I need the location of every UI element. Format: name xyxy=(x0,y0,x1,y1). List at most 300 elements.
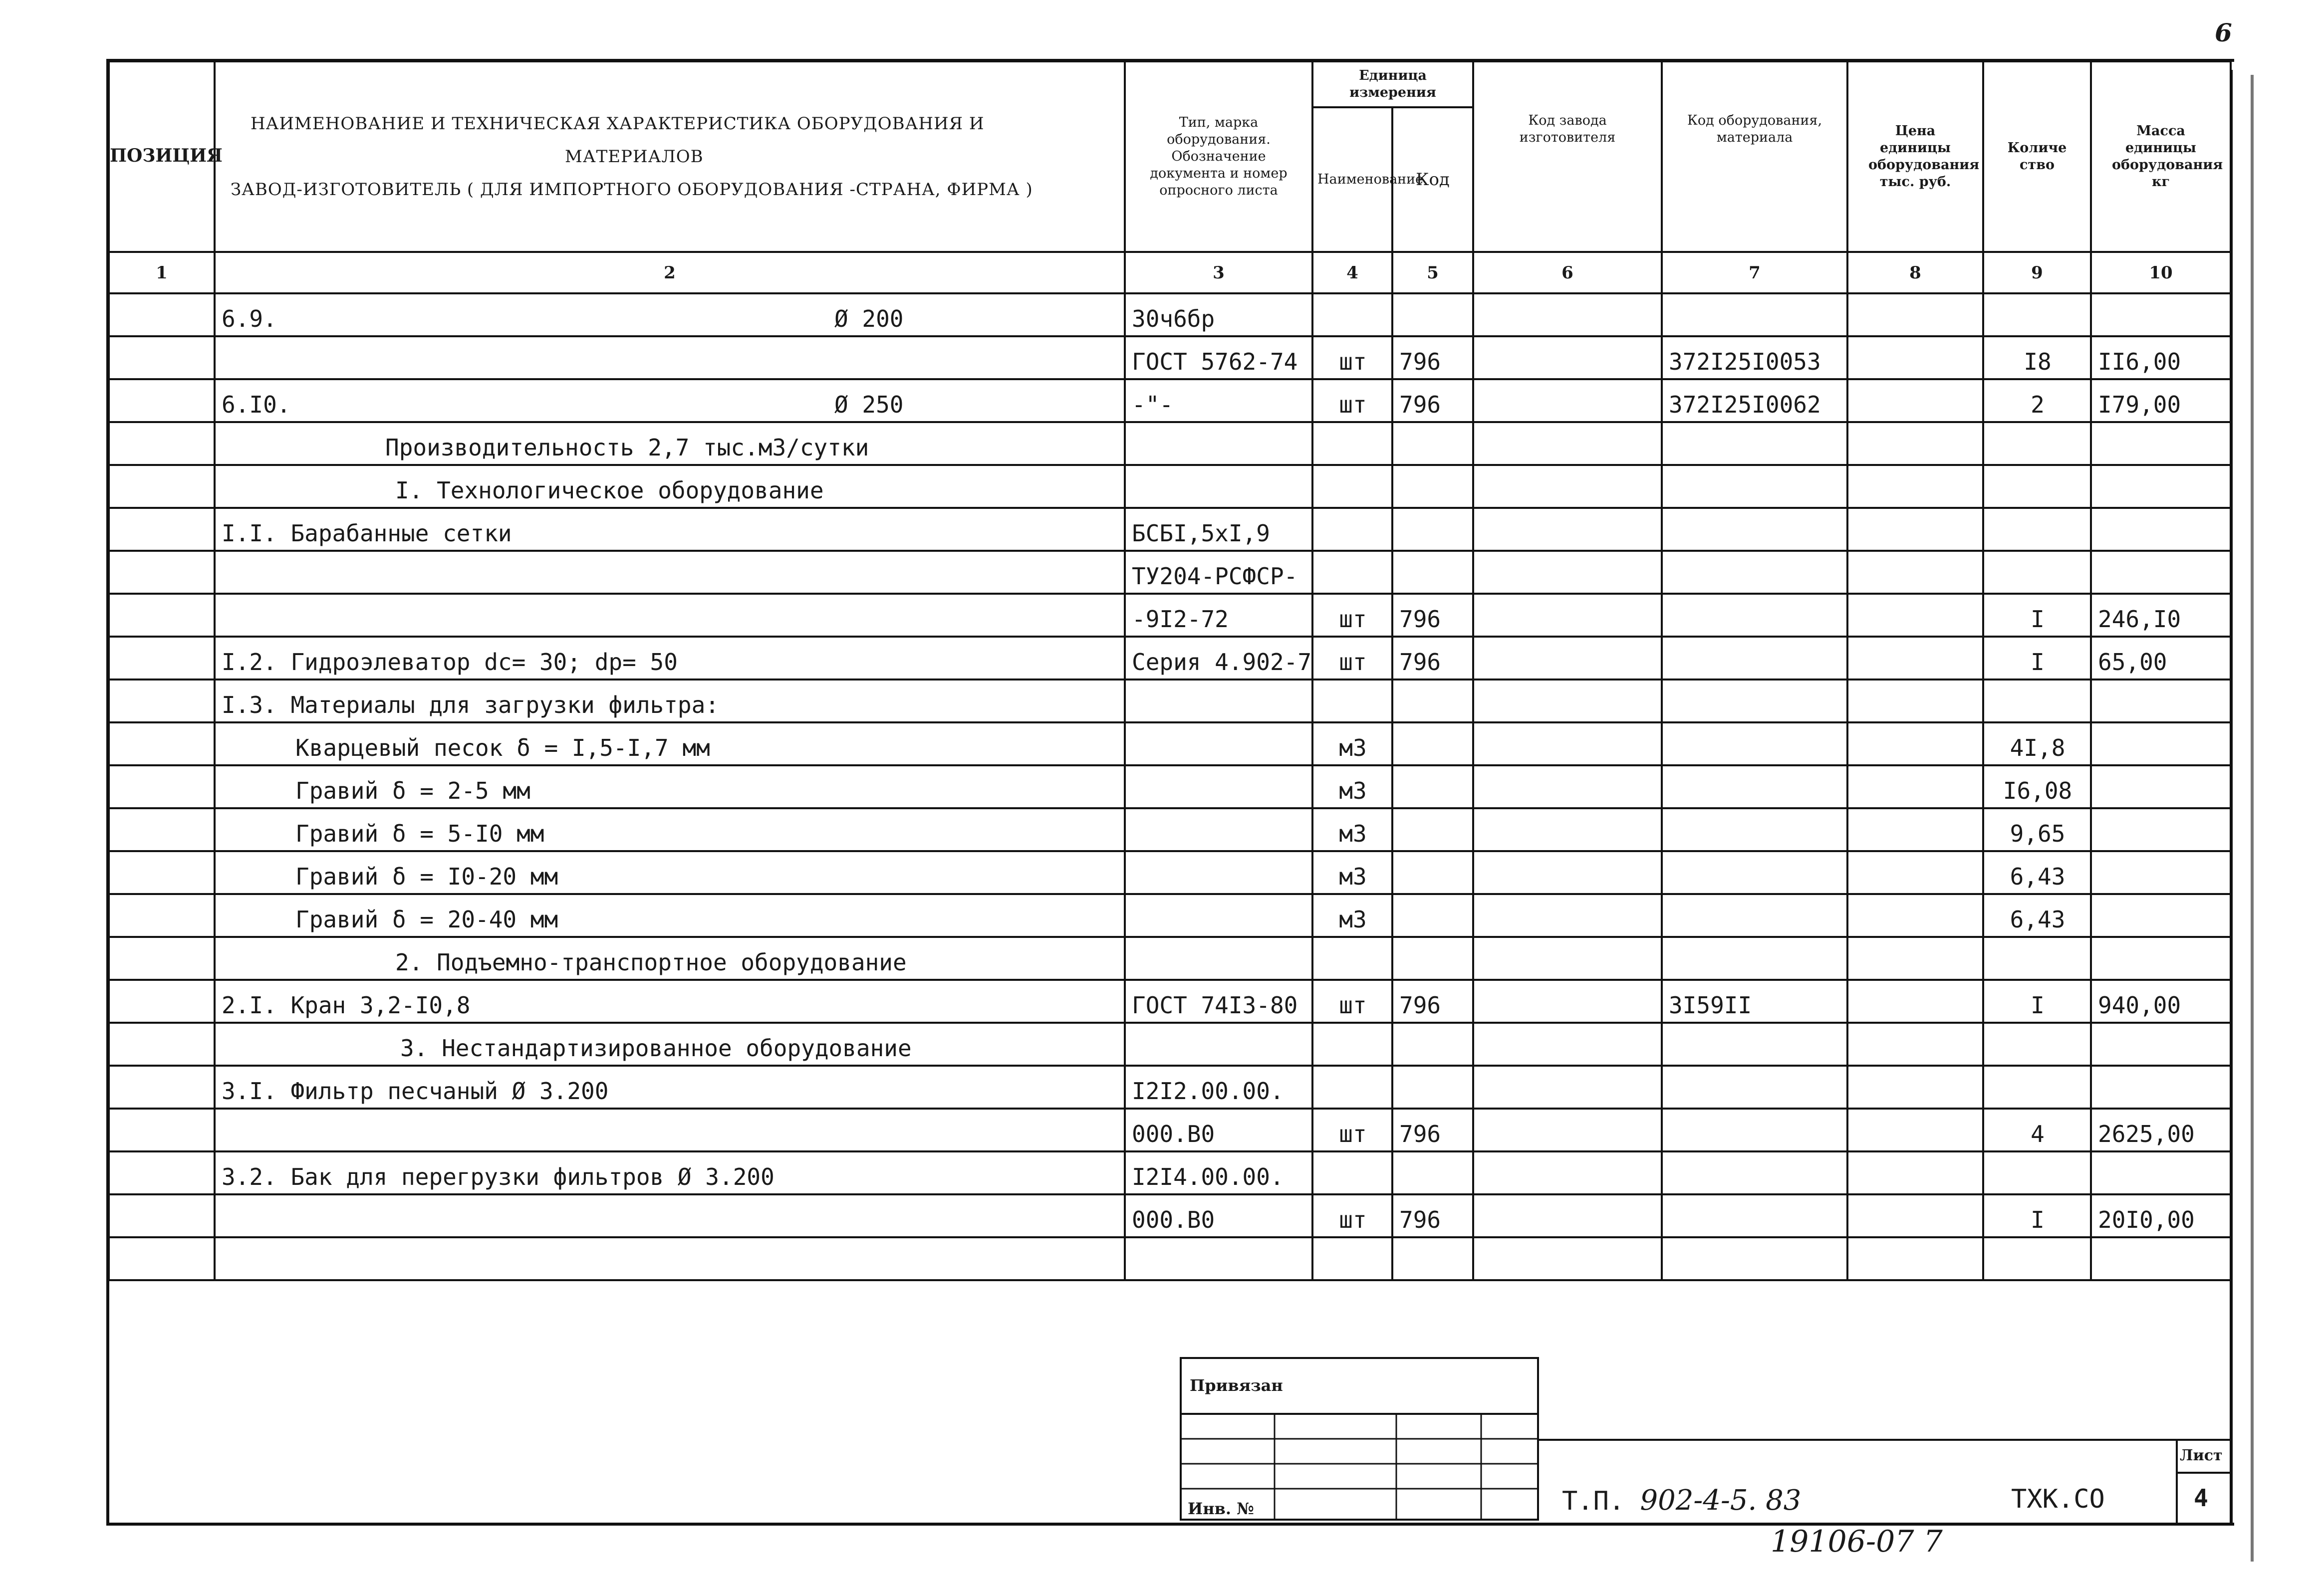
cell-factory xyxy=(1473,679,1662,722)
cell-pos xyxy=(109,594,215,637)
cell-type xyxy=(1125,422,1312,465)
inventory-label: Инв. № xyxy=(1188,1499,1254,1518)
cell-factory xyxy=(1473,379,1662,422)
cell-pos xyxy=(109,293,215,336)
cell-unit: шт xyxy=(1312,1109,1392,1151)
cell-name xyxy=(215,336,1125,379)
cell-unit: м3 xyxy=(1312,894,1392,937)
cell-qty xyxy=(1983,293,2091,336)
cell-price xyxy=(1847,851,1983,894)
cell-price xyxy=(1847,1109,1983,1151)
page-edge-line xyxy=(2251,75,2254,1562)
cell-pos xyxy=(109,1151,215,1194)
cell-factory xyxy=(1473,551,1662,594)
cell-factory xyxy=(1473,937,1662,980)
cell-factory xyxy=(1473,1023,1662,1066)
cell-factory xyxy=(1473,594,1662,637)
cell-equip xyxy=(1662,1066,1847,1109)
cell-unit xyxy=(1312,551,1392,594)
cell-equip xyxy=(1662,1237,1847,1280)
document-code xyxy=(1562,1484,1801,1517)
cell-name xyxy=(215,1237,1125,1280)
table-row xyxy=(109,336,2231,379)
table-row xyxy=(109,679,2231,722)
cell-name xyxy=(215,1109,1125,1151)
table-row xyxy=(109,937,2231,980)
cell-qty xyxy=(1983,422,2091,465)
table-row xyxy=(109,894,2231,937)
cell-code xyxy=(1392,1237,1473,1280)
colnum-5: 5 xyxy=(1392,252,1473,293)
cell-pos xyxy=(109,765,215,808)
cell-mass xyxy=(2091,1023,2231,1066)
header-quantity: Количество xyxy=(1983,61,2091,252)
cell-mass xyxy=(2091,508,2231,551)
row-diameter: Ø 200 xyxy=(834,305,904,332)
cell-mass: 2625,00 xyxy=(2091,1109,2231,1151)
cell-unit xyxy=(1312,1023,1392,1066)
cell-unit xyxy=(1312,1237,1392,1280)
cell-code xyxy=(1392,765,1473,808)
cell-pos xyxy=(109,808,215,851)
cell-price xyxy=(1847,937,1983,980)
header-name: НАИМЕНОВАНИЕ И ТЕХНИЧЕСКАЯ ХАРАКТЕРИСТИКА ОБОРУДОВАНИЯ И МАТЕРИАЛОВ ЗАВОД-ИЗГОТОВИТЕЛЬ ( ДЛЯ ИМПОРТНОГО ОБОРУДОВАНИЯ -СТРАНА, ФИРМА ) xyxy=(215,61,1125,252)
header-unit-code: Код xyxy=(1392,107,1473,252)
cell-price xyxy=(1847,293,1983,336)
cell-equip xyxy=(1662,293,1847,336)
cell-code: 796 xyxy=(1392,594,1473,637)
cell-unit xyxy=(1312,465,1392,508)
cell-pos xyxy=(109,1066,215,1109)
cell-type xyxy=(1125,808,1312,851)
cell-code: 796 xyxy=(1392,637,1473,679)
table-row xyxy=(109,422,2231,465)
cell-name xyxy=(215,765,1125,808)
cell-type xyxy=(1125,1237,1312,1280)
cell-unit: шт xyxy=(1312,336,1392,379)
cell-equip xyxy=(1662,808,1847,851)
header-unit: Единица измерения xyxy=(1312,61,1473,107)
specification-body xyxy=(109,293,2231,1280)
sheet-cell-divider xyxy=(2176,1472,2231,1474)
cell-qty xyxy=(1983,1237,2091,1280)
cell-factory xyxy=(1473,465,1662,508)
cell-factory xyxy=(1473,1237,1662,1280)
table-row xyxy=(109,293,2231,336)
cell-factory xyxy=(1473,722,1662,765)
table-row xyxy=(109,808,2231,851)
cell-price xyxy=(1847,465,1983,508)
cell-code xyxy=(1392,851,1473,894)
cell-qty: 4I,8 xyxy=(1983,722,2091,765)
cell-type xyxy=(1125,1023,1312,1066)
cell-equip xyxy=(1662,1194,1847,1237)
cell-mass xyxy=(2091,937,2231,980)
cell-name xyxy=(215,594,1125,637)
colnum-2: 2 xyxy=(215,252,1125,293)
cell-equip xyxy=(1662,594,1847,637)
row-name: 2.I. Кран 3,2-I0,8 xyxy=(222,992,471,1019)
cell-equip xyxy=(1662,765,1847,808)
cell-equip: 372I25I0062 xyxy=(1662,379,1847,422)
table-row xyxy=(109,1151,2231,1194)
colnum-1: 1 xyxy=(109,252,215,293)
row-name: I.I. Барабанные сетки xyxy=(222,520,512,547)
cell-unit: шт xyxy=(1312,1194,1392,1237)
cell-qty xyxy=(1983,465,2091,508)
row-name: Гравий δ = I0-20 мм xyxy=(295,863,558,890)
cell-pos xyxy=(109,1237,215,1280)
sheet-number: 4 xyxy=(2194,1484,2208,1512)
cell-type: 30ч6бр xyxy=(1125,293,1312,336)
table-row xyxy=(109,851,2231,894)
cell-qty xyxy=(1983,1023,2091,1066)
cell-name xyxy=(215,722,1125,765)
cell-code xyxy=(1392,465,1473,508)
header-equipment-code: Код оборудования, материала xyxy=(1662,61,1847,252)
specification-table xyxy=(108,60,2232,1281)
cell-type: 000.В0 xyxy=(1125,1194,1312,1237)
cell-mass xyxy=(2091,679,2231,722)
doc-number: 902-4-5. 83 xyxy=(1640,1484,1802,1517)
cell-code xyxy=(1392,1151,1473,1194)
cell-type: Серия 4.902-7 xyxy=(1125,637,1312,679)
row-name: 6.I0. xyxy=(222,391,291,418)
cell-factory xyxy=(1473,508,1662,551)
cell-code: 796 xyxy=(1392,1194,1473,1237)
cell-factory xyxy=(1473,808,1662,851)
header-mass: Масса единицы оборудования кг xyxy=(2091,61,2231,252)
table-row xyxy=(109,1109,2231,1151)
cell-type xyxy=(1125,465,1312,508)
cell-pos xyxy=(109,1023,215,1066)
row-name: 6.9. xyxy=(222,305,277,332)
cell-pos xyxy=(109,1109,215,1151)
cell-mass xyxy=(2091,465,2231,508)
cell-pos xyxy=(109,508,215,551)
cell-unit: м3 xyxy=(1312,765,1392,808)
cell-code: 796 xyxy=(1392,379,1473,422)
cell-name xyxy=(215,980,1125,1023)
cell-code xyxy=(1392,293,1473,336)
cell-pos xyxy=(109,422,215,465)
cell-factory xyxy=(1473,1194,1662,1237)
cell-factory xyxy=(1473,293,1662,336)
table-row xyxy=(109,379,2231,422)
cell-equip xyxy=(1662,1023,1847,1066)
header-price: Цена единицы оборудования тыс. руб. xyxy=(1847,61,1983,252)
cell-price xyxy=(1847,1194,1983,1237)
row-name: Гравий δ = 5-I0 мм xyxy=(295,820,544,847)
cell-price xyxy=(1847,980,1983,1023)
cell-price xyxy=(1847,679,1983,722)
row-name: Производительность 2,7 тыс.м3/сутки xyxy=(385,434,869,461)
cell-unit: шт xyxy=(1312,637,1392,679)
cell-unit: шт xyxy=(1312,379,1392,422)
cell-name xyxy=(215,379,1125,422)
cell-unit xyxy=(1312,937,1392,980)
colnum-6: 6 xyxy=(1473,252,1662,293)
colnum-4: 4 xyxy=(1312,252,1392,293)
cell-pos xyxy=(109,722,215,765)
cell-equip: 372I25I0053 xyxy=(1662,336,1847,379)
header-factory-code: Код завода изготовителя xyxy=(1473,61,1662,252)
row-name: 3.2. Бак для перегрузки фильтров Ø 3.200 xyxy=(222,1163,775,1190)
cell-qty xyxy=(1983,1151,2091,1194)
cell-unit: шт xyxy=(1312,594,1392,637)
colnum-3: 3 xyxy=(1125,252,1312,293)
cell-name xyxy=(215,465,1125,508)
cell-name xyxy=(215,1151,1125,1194)
cell-mass xyxy=(2091,722,2231,765)
cell-pos xyxy=(109,379,215,422)
table-row xyxy=(109,765,2231,808)
cell-qty: 6,43 xyxy=(1983,894,2091,937)
cell-type xyxy=(1125,851,1312,894)
cell-pos xyxy=(109,465,215,508)
cell-name xyxy=(215,937,1125,980)
cell-mass: 246,I0 xyxy=(2091,594,2231,637)
row-name: Гравий δ = 2-5 мм xyxy=(295,777,530,804)
cell-unit: м3 xyxy=(1312,851,1392,894)
cell-mass xyxy=(2091,1151,2231,1194)
cell-price xyxy=(1847,379,1983,422)
cell-type xyxy=(1125,765,1312,808)
cell-type xyxy=(1125,722,1312,765)
cell-factory xyxy=(1473,980,1662,1023)
cell-mass: 20I0,00 xyxy=(2091,1194,2231,1237)
cell-qty: 2 xyxy=(1983,379,2091,422)
table-row xyxy=(109,1237,2231,1280)
cell-price xyxy=(1847,422,1983,465)
row-name: I.2. Гидроэлеватор dc= 30; dp= 50 xyxy=(222,649,678,676)
cell-mass xyxy=(2091,551,2231,594)
cell-unit xyxy=(1312,508,1392,551)
cell-code: 796 xyxy=(1392,1109,1473,1151)
cell-equip xyxy=(1662,637,1847,679)
cell-qty xyxy=(1983,937,2091,980)
sheet-label: Лист xyxy=(2180,1447,2223,1464)
row-name: 3. Нестандартизированное оборудование xyxy=(400,1035,912,1062)
cell-price xyxy=(1847,894,1983,937)
row-name: Гравий δ = 20-40 мм xyxy=(295,906,558,933)
cell-pos xyxy=(109,980,215,1023)
header-type: Тип, марка оборудования. Обозначение документа и номер опросного листа xyxy=(1125,61,1312,252)
cell-price xyxy=(1847,1151,1983,1194)
row-name: 2. Подъемно-транспортное оборудование xyxy=(395,949,907,976)
cell-code xyxy=(1392,937,1473,980)
cell-mass: I79,00 xyxy=(2091,379,2231,422)
cell-mass xyxy=(2091,422,2231,465)
cell-pos xyxy=(109,894,215,937)
colnum-10: 10 xyxy=(2091,252,2231,293)
cell-equip xyxy=(1662,937,1847,980)
cell-name xyxy=(215,293,1125,336)
title-block-sheet-divider xyxy=(2176,1439,2178,1524)
cell-pos xyxy=(109,336,215,379)
cell-factory xyxy=(1473,1066,1662,1109)
cell-equip xyxy=(1662,551,1847,594)
table-row xyxy=(109,508,2231,551)
cell-code: 796 xyxy=(1392,980,1473,1023)
colnum-7: 7 xyxy=(1662,252,1847,293)
cell-type: I2I4.00.00. xyxy=(1125,1151,1312,1194)
cell-code xyxy=(1392,808,1473,851)
table-row xyxy=(109,980,2231,1023)
cell-price xyxy=(1847,637,1983,679)
cell-factory xyxy=(1473,851,1662,894)
cell-factory xyxy=(1473,1151,1662,1194)
cell-name xyxy=(215,1194,1125,1237)
cell-code xyxy=(1392,1023,1473,1066)
row-diameter: Ø 250 xyxy=(834,391,904,418)
row-name: 3.I. Фильтр песчаный Ø 3.200 xyxy=(222,1078,609,1105)
cell-qty xyxy=(1983,508,2091,551)
cell-qty: I xyxy=(1983,1194,2091,1237)
cell-code: 796 xyxy=(1392,336,1473,379)
cell-pos xyxy=(109,937,215,980)
cell-mass: II6,00 xyxy=(2091,336,2231,379)
cell-equip: 3I59II xyxy=(1662,980,1847,1023)
cell-factory xyxy=(1473,336,1662,379)
cell-mass xyxy=(2091,851,2231,894)
table-row xyxy=(109,1066,2231,1109)
cell-price xyxy=(1847,808,1983,851)
cell-type: -9I2-72 xyxy=(1125,594,1312,637)
header-unit-name: Наименование xyxy=(1312,107,1392,252)
table-row xyxy=(109,722,2231,765)
cell-pos xyxy=(109,1194,215,1237)
cell-code xyxy=(1392,1066,1473,1109)
cell-type: ГОСТ 5762-74 xyxy=(1125,336,1312,379)
table-row xyxy=(109,1194,2231,1237)
cell-equip xyxy=(1662,465,1847,508)
cell-qty: I xyxy=(1983,637,2091,679)
cell-qty xyxy=(1983,551,2091,594)
cell-pos xyxy=(109,551,215,594)
cell-price xyxy=(1847,1023,1983,1066)
cell-unit: шт xyxy=(1312,980,1392,1023)
cell-name xyxy=(215,851,1125,894)
cell-price xyxy=(1847,1066,1983,1109)
doc-prefix: Т.П. xyxy=(1562,1486,1625,1516)
cell-unit: м3 xyxy=(1312,722,1392,765)
cell-mass xyxy=(2091,894,2231,937)
cell-unit xyxy=(1312,679,1392,722)
table-row xyxy=(109,551,2231,594)
sheet-corner-number: 6 xyxy=(2215,18,2232,47)
cell-equip xyxy=(1662,894,1847,937)
cell-qty: I xyxy=(1983,594,2091,637)
cell-name xyxy=(215,894,1125,937)
cell-factory xyxy=(1473,765,1662,808)
cell-name xyxy=(215,679,1125,722)
cell-qty: 6,43 xyxy=(1983,851,2091,894)
cell-code xyxy=(1392,508,1473,551)
cell-type: 000.В0 xyxy=(1125,1109,1312,1151)
cell-type xyxy=(1125,894,1312,937)
cell-pos xyxy=(109,637,215,679)
cell-equip xyxy=(1662,851,1847,894)
cell-qty xyxy=(1983,1066,2091,1109)
cell-equip xyxy=(1662,1151,1847,1194)
cell-unit xyxy=(1312,1151,1392,1194)
row-name: I.3. Материалы для загрузки фильтра: xyxy=(222,691,719,718)
cell-qty: I8 xyxy=(1983,336,2091,379)
cell-code xyxy=(1392,551,1473,594)
colnum-8: 8 xyxy=(1847,252,1983,293)
cell-factory xyxy=(1473,894,1662,937)
cell-name xyxy=(215,422,1125,465)
cell-price xyxy=(1847,551,1983,594)
cell-mass xyxy=(2091,808,2231,851)
cell-pos xyxy=(109,679,215,722)
cell-pos xyxy=(109,851,215,894)
doc-type: ТХК.СО xyxy=(2011,1484,2105,1514)
cell-name xyxy=(215,551,1125,594)
colnum-9: 9 xyxy=(1983,252,2091,293)
cell-factory xyxy=(1473,637,1662,679)
cell-qty: 9,65 xyxy=(1983,808,2091,851)
cell-equip xyxy=(1662,722,1847,765)
cell-qty xyxy=(1983,679,2091,722)
cell-price xyxy=(1847,594,1983,637)
cell-unit xyxy=(1312,1066,1392,1109)
cell-name xyxy=(215,508,1125,551)
cell-type xyxy=(1125,679,1312,722)
row-name: I. Технологическое оборудование xyxy=(395,477,824,504)
binding-label: Привязан xyxy=(1190,1376,1283,1395)
cell-price xyxy=(1847,336,1983,379)
cell-unit xyxy=(1312,422,1392,465)
cell-type: БСБI,5хI,9 xyxy=(1125,508,1312,551)
archive-number: 19106-07 7 xyxy=(1771,1524,1943,1559)
cell-mass xyxy=(2091,293,2231,336)
cell-qty: I6,08 xyxy=(1983,765,2091,808)
table-row xyxy=(109,1023,2231,1066)
table-row xyxy=(109,465,2231,508)
cell-name xyxy=(215,808,1125,851)
cell-code xyxy=(1392,422,1473,465)
cell-equip xyxy=(1662,679,1847,722)
cell-price xyxy=(1847,1237,1983,1280)
table-row xyxy=(109,637,2231,679)
cell-price xyxy=(1847,508,1983,551)
title-block-top-line xyxy=(1539,1439,2233,1441)
cell-unit: м3 xyxy=(1312,808,1392,851)
cell-qty: 4 xyxy=(1983,1109,2091,1151)
cell-unit xyxy=(1312,293,1392,336)
cell-equip xyxy=(1662,1109,1847,1151)
cell-mass: 65,00 xyxy=(2091,637,2231,679)
cell-mass xyxy=(2091,765,2231,808)
cell-factory xyxy=(1473,1109,1662,1151)
cell-price xyxy=(1847,722,1983,765)
cell-mass: 940,00 xyxy=(2091,980,2231,1023)
cell-qty: I xyxy=(1983,980,2091,1023)
cell-type: ТУ204-РСФСР- xyxy=(1125,551,1312,594)
table-row xyxy=(109,594,2231,637)
cell-name xyxy=(215,1023,1125,1066)
cell-code xyxy=(1392,894,1473,937)
row-name: Кварцевый песок δ = I,5-I,7 мм xyxy=(295,734,710,761)
cell-price xyxy=(1847,765,1983,808)
cell-factory xyxy=(1473,422,1662,465)
cell-name xyxy=(215,1066,1125,1109)
cell-equip xyxy=(1662,422,1847,465)
cell-mass xyxy=(2091,1237,2231,1280)
cell-code xyxy=(1392,722,1473,765)
